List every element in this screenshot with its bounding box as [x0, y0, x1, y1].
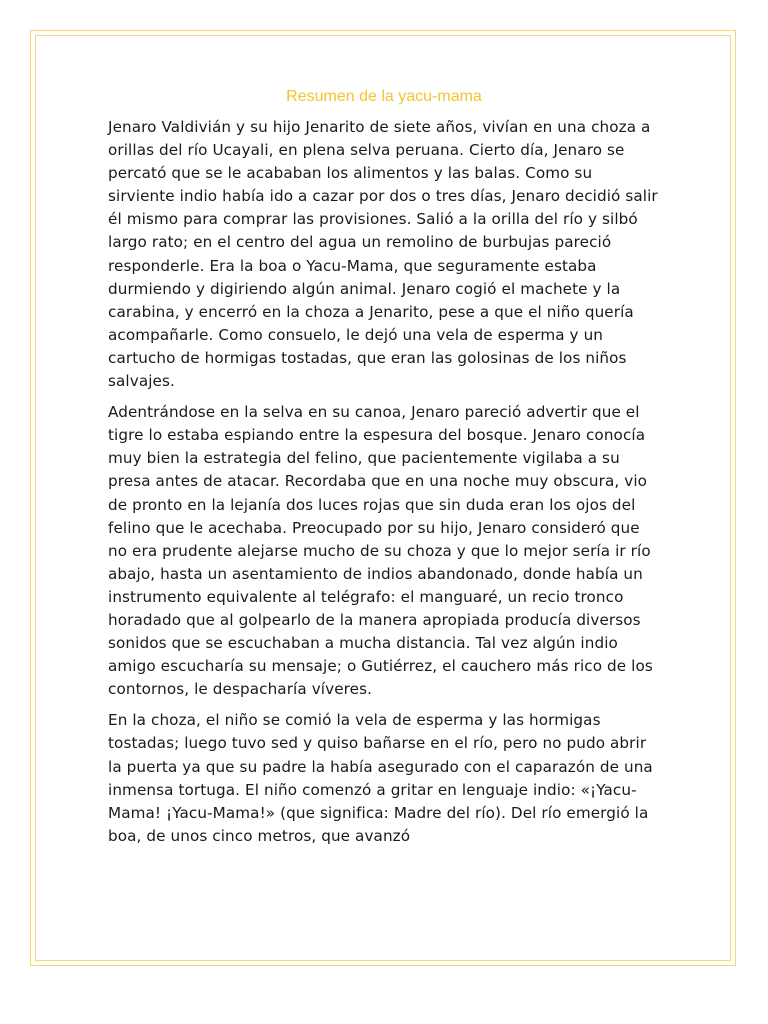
paragraph-2: Adentrándose en la selva en su canoa, Jenaro pareció advertir que el tigre lo estaba espiando entre la espesura del bosque. Jenaro conocía muy bien la estrategia del felino, que pacientemente vigilaba a su presa antes de atacar. Recordaba que en una noche muy obscura, vio de pronto en la lejanía dos luces rojas que sin duda eran los ojos del felino que le acechaba. Preocupado por su hijo, Jenaro consideró que no era prudente alejarse mucho de su choza y que lo mejor sería ir río abajo, hasta un asentamiento de indios abandonado, donde había un instrumento equivalente al telégrafo: el manguaré, un recio tronco horadado que al golpearlo de la manera apropiada producía diversos sonidos que se escuchaban a mucha distancia. Tal vez algún indio amigo escucharía su mensaje; o Gutiérrez, el cauchero más rico de los contornos, le despacharía víveres.: [108, 403, 653, 699]
document-content: [108, 88, 660, 856]
paragraph-1: Jenaro Valdivián y su hijo Jenarito de siete años, vivían en una choza a orillas del río Ucayali, en plena selva peruana. Cierto día, Jenaro se percató que se le acababan los alimentos y las balas. Como su sirviente indio había ido a cazar por dos o tres días, Jenaro decidió salir él mismo para comprar las provisiones. Salió a la orilla del río y silbó largo rato; en el centro del agua un remolino de burbujas pareció responderle. Era la boa o Yacu-Mama, que seguramente estaba durmiendo y digiriendo algún animal. Jenaro cogió el machete y la carabina, y encerró en la choza a Jenarito, pese a que el niño quería acompañarle. Como consuelo, le dejó una vela de esperma y un cartucho de hormigas tostadas, que eran las golosinas de los niños salvajes.: [108, 118, 658, 391]
paragraph-3: En la choza, el niño se comió la vela de esperma y las hormigas tostadas; luego tuvo sed y quiso bañarse en el río, pero no pudo abrir la puerta ya que su padre la había asegurado con el caparazón de una inmensa tortuga. El niño comenzó a gritar en lenguaje indio: «¡Yacu-Mama! ¡Yacu-Mama!» (que significa: Madre del río). Del río emergió la boa, de unos cinco metros, que avanzó: [108, 711, 653, 845]
document-title: Resumen de la yacu-mama: [286, 88, 482, 105]
